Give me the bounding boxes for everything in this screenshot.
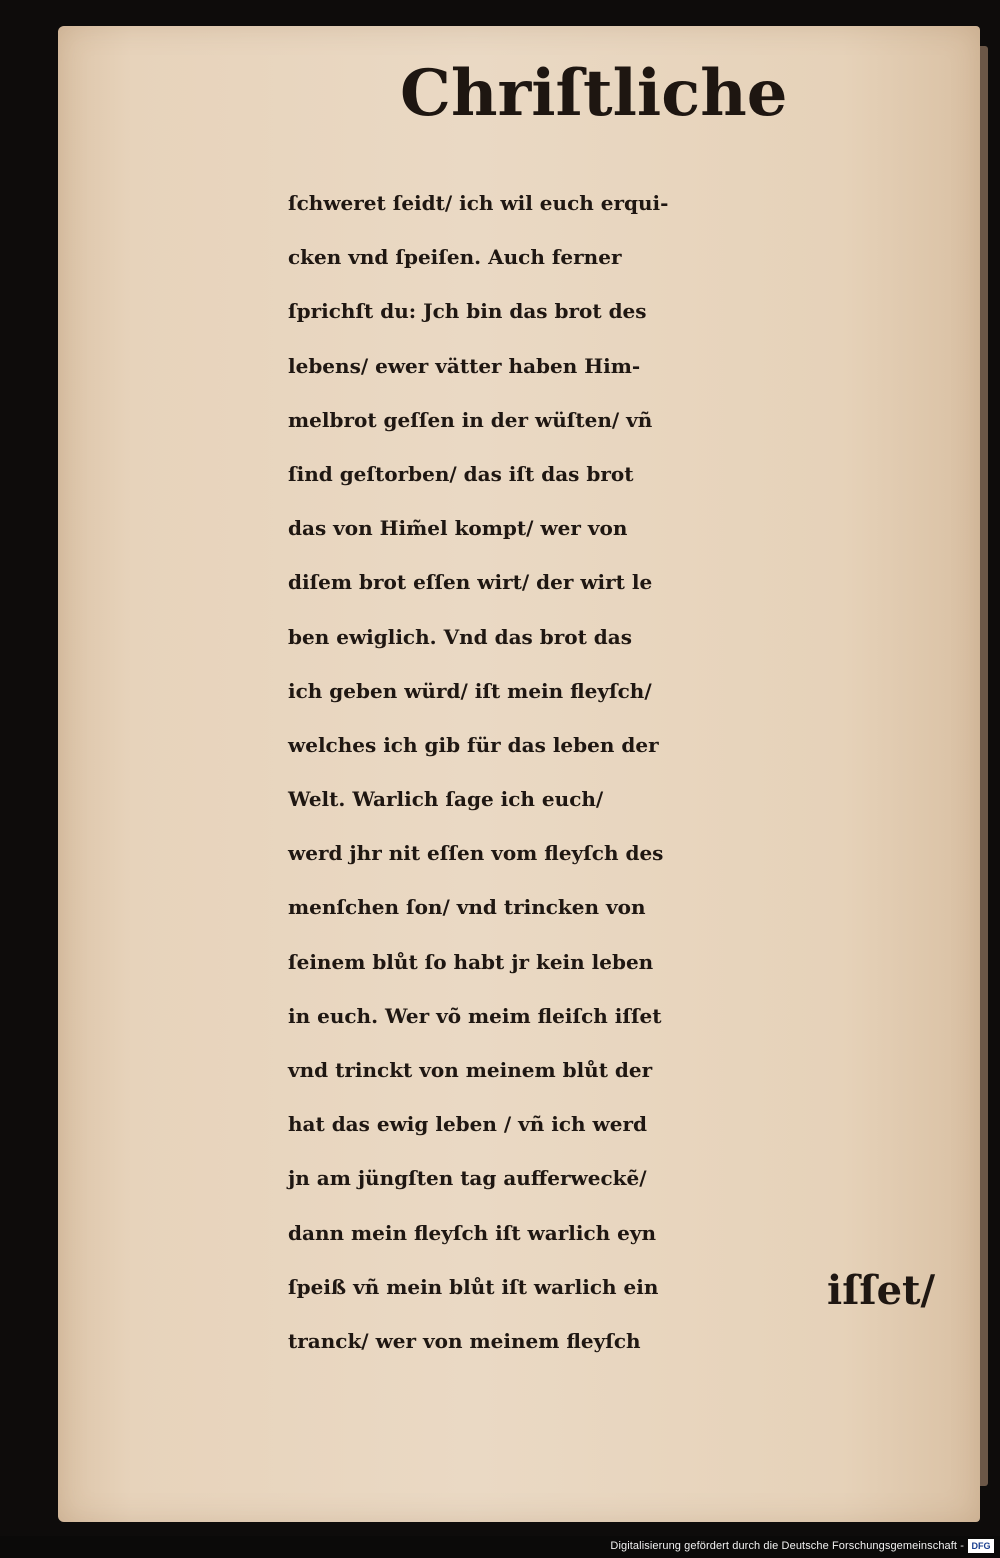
text-line: das von Him̃el kompt/ wer von (288, 516, 628, 541)
text-line: cken vnd ſpeiſen. Auch ferner (288, 245, 622, 270)
dfg-logo: DFG (968, 1539, 994, 1553)
text-line: melbrot geſſen in der wüſten/ vñ (288, 407, 653, 432)
text-line: welches ich gib für das leben der (288, 732, 659, 757)
text-line: menſchen ſon/ vnd trincken von (288, 895, 646, 920)
text-line: diſem brot eſſen wirt/ der wirt le (288, 570, 653, 595)
text-line: lebens/ ewer vätter haben Him- (288, 353, 641, 378)
text-line: Welt. Warlich ſage ich euch/ (288, 787, 604, 812)
text-line: ſprichſt du: Jch bin das brot des (288, 299, 647, 324)
text-line: jn am jüngſten tag aufferweckẽ/ (288, 1166, 647, 1191)
page-edge (980, 46, 988, 1486)
text-line: werd jhr nit eſſen vom fleyſch des (288, 841, 664, 866)
text-line: in euch. Wer võ meim fleiſch iſſet (288, 1003, 662, 1028)
text-line: ben ewiglich. Vnd das brot das (288, 624, 633, 649)
text-line: ſeinem blůt ſo habt jr kein leben (288, 949, 654, 974)
text-line: ſind geſtorben/ das iſt das brot (288, 461, 634, 486)
text-line: hat das ewig leben / vñ ich werd (288, 1112, 648, 1137)
text-line: tranck/ wer von meinem fleyſch (288, 1328, 641, 1353)
text-line: dann mein fleyſch iſt warlich eyn (288, 1220, 657, 1245)
text-line: vnd trinckt von meinem blůt der (288, 1058, 653, 1082)
footer-bar (0, 1536, 1000, 1558)
text-block (288, 176, 948, 1368)
funding-attribution: Digitalisierung gefördert durch die Deutsche Forschungsgemeinschaft - (610, 1540, 964, 1552)
running-head: Chriſtliche (400, 56, 788, 131)
catchword: iſſet/ (827, 1267, 936, 1314)
text-line: ich geben würd/ iſt mein fleyſch/ (288, 678, 652, 703)
text-line: ſchweret ſeidt/ ich wil euch erqui- (288, 191, 669, 215)
text-line: ſpeiß vñ mein blůt iſt warlich ein (288, 1274, 659, 1299)
